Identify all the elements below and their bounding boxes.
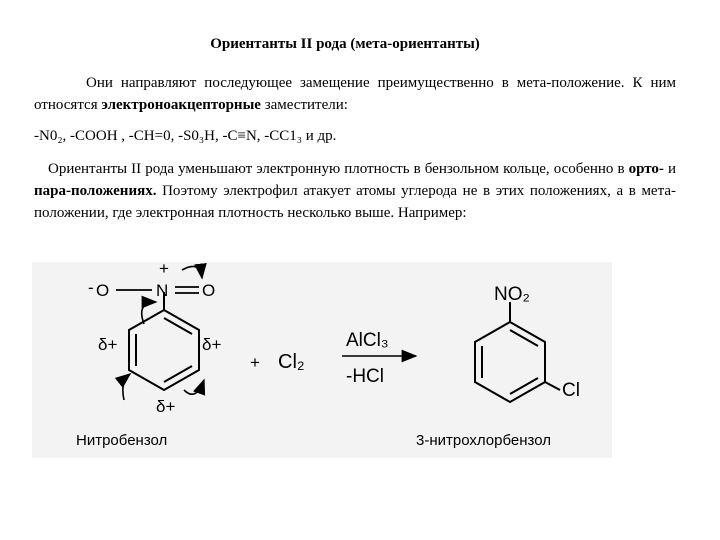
page-title: Ориентанты II рода (мета-ориентанты): [210, 36, 480, 52]
paragraph-2-and: и: [663, 161, 677, 177]
paragraph-2-end: Поэтому электрофил атакует атомы углерода не в этих положениях, а в мета-положении, где электронная плотность несколько выше. Например:: [34, 183, 676, 221]
nitro-plus-charge: +: [159, 262, 169, 278]
paragraph-1-end: заместители:: [260, 97, 348, 113]
nitro-oxygen-right: O: [202, 281, 216, 300]
paragraph-2: [34, 158, 676, 224]
product-ring: [475, 302, 560, 402]
chlorine-reagent: Cl₂: [278, 351, 305, 373]
product-name: 3-нитрохлорбензол: [416, 432, 552, 449]
electron-arrow-bottom-right: [184, 380, 204, 394]
paragraph-2-text: Ориентанты II рода уменьшают электронную плотность в бензольном кольце, особенно в: [48, 161, 629, 177]
reaction-diagram: [32, 262, 612, 458]
paragraph-1-text: Они направляют последующее замещение преимущественно в мета-положение. К ним относятся: [34, 75, 676, 113]
delta-plus-left: δ+: [98, 335, 118, 354]
nitro-oxygen-left: O: [96, 281, 110, 300]
byproduct-label: -HCl: [346, 366, 384, 387]
product-chlorine: Cl: [562, 380, 580, 401]
paragraph-2-bold-para: пара-положениях.: [34, 183, 157, 199]
reaction-scheme: [32, 262, 612, 458]
catalyst-label: AlCl₃: [346, 330, 389, 351]
reactant-name: Нитробензол: [76, 432, 168, 449]
electron-arrow-top: [182, 266, 202, 278]
paragraph-2-bold-ortho: орто-: [628, 161, 664, 177]
paragraph-1: [34, 72, 676, 116]
nitro-nitrogen: N: [156, 281, 169, 300]
electron-arrow-bottom-left: [123, 374, 130, 400]
nitro-minus: -: [88, 278, 94, 297]
nitrobenzene-ring: [129, 292, 199, 390]
paragraph-1-bold: электроноакцепторные: [101, 97, 261, 113]
plus-sign: +: [250, 353, 260, 372]
delta-plus-right: δ+: [202, 335, 222, 354]
product-nitro-group: NO₂: [494, 284, 530, 305]
substituents-list: -N0₂, -COOH , -CH=0, -S0₃H, -C≡N, -CC1₃ и др.: [34, 128, 337, 144]
delta-plus-bottom: δ+: [156, 397, 176, 416]
